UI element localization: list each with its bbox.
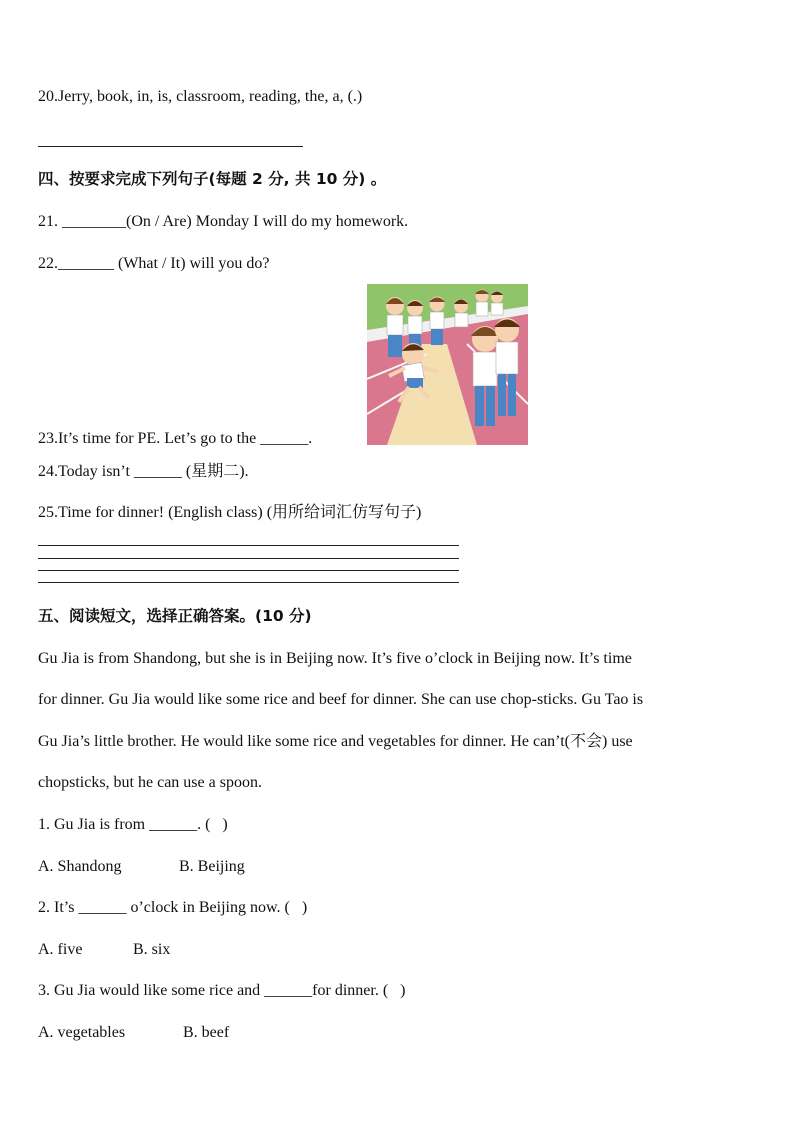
option-b: B. six <box>133 941 171 958</box>
option-b: B. Beijing <box>179 858 245 875</box>
question-21: 21. ________(On / Are) Monday I will do my homework. <box>38 213 409 230</box>
section-4-heading: 四、按要求完成下列句子(每题 2 分, 共 10 分) 。 <box>38 170 387 188</box>
option-a: A. Shandong <box>38 858 122 875</box>
question-25: 25.Time for dinner! (English class) (用所给词汇仿写句子) <box>38 504 422 521</box>
question-22: 22._______ (What / It) will you do? <box>38 255 270 272</box>
reading-question-3: 3. Gu Jia would like some rice and ______for dinner. ( ) <box>38 982 406 999</box>
passage-line: Gu Jia’s little brother. He would like some rice and vegetables for dinner. He can’t(不会) use <box>38 733 633 750</box>
option-a: A. five <box>38 941 83 958</box>
option-a: A. vegetables <box>38 1024 126 1041</box>
answer-line <box>38 582 459 583</box>
reading-question-2: 2. It’s ______ o’clock in Beijing now. ( ) <box>38 899 308 916</box>
question-20: 20.Jerry, book, in, is, classroom, reading, the, a, (.) <box>38 88 363 105</box>
passage-line: chopsticks, but he can use a spoon. <box>38 774 262 791</box>
pe-class-illustration <box>367 284 528 445</box>
option-b: B. beef <box>183 1024 230 1041</box>
passage-line: for dinner. Gu Jia would like some rice and beef for dinner. She can use chop-sticks. Gu Tao is <box>38 691 644 708</box>
passage-line: Gu Jia is from Shandong, but she is in Beijing now. It’s five o’clock in Beijing now. It’s time <box>38 650 632 667</box>
answer-line <box>38 545 459 546</box>
answer-line-20 <box>38 146 303 147</box>
answer-line <box>38 558 459 559</box>
answer-line <box>38 570 459 571</box>
question-24: 24.Today isn’t ______ (星期二). <box>38 463 249 480</box>
section-5-heading: 五、阅读短文，选择正确答案。(10 分) <box>38 607 312 625</box>
question-23: 23.It’s time for PE. Let’s go to the ______. <box>38 430 313 447</box>
reading-question-1: 1. Gu Jia is from ______. ( ) <box>38 816 228 833</box>
